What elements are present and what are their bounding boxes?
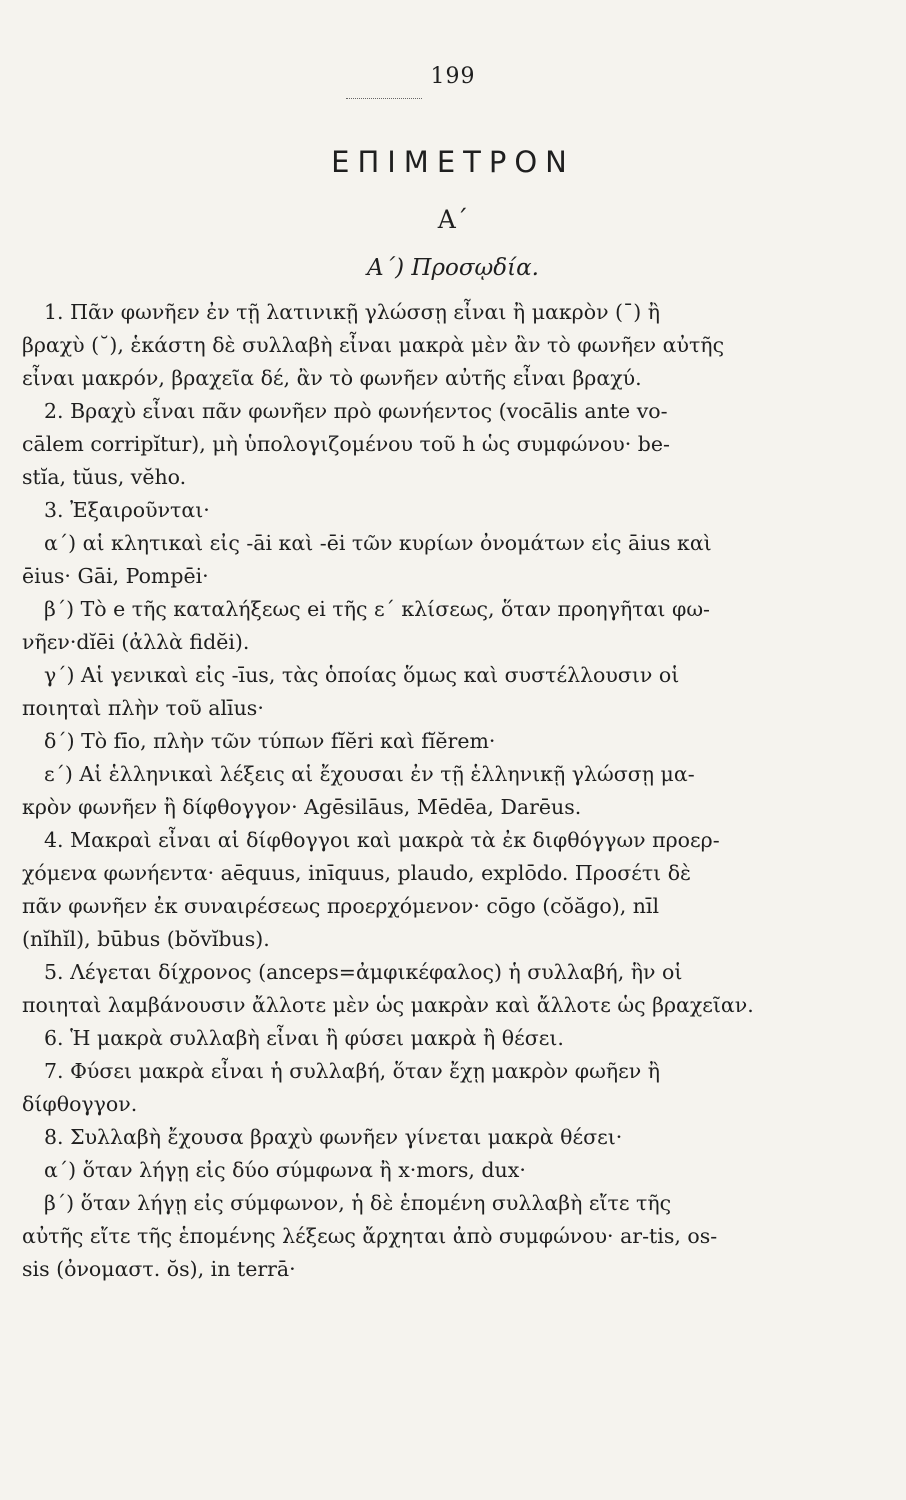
text-line: (nĭhĭl), būbus (bŏvĭbus). — [22, 927, 270, 951]
text-line: γ΄) Αἱ γενικαὶ εἰς -īus, τὰς ὁποίας ὅμως καὶ συστέλλουσιν οἱ — [44, 663, 680, 687]
text-line: αὐτῆς εἴτε τῆς ἑπομένης λέξεως ἄρχηται ἀπὸ συμφώνου· ar-tis, os- — [22, 1224, 718, 1248]
text-line: α΄) ὅταν λήγῃ εἰς δύο σύμφωνα ἢ x·mors, dux· — [44, 1158, 526, 1182]
text-line: δ΄) Τὸ fīo, πλὴν τῶν τύπων fĭĕri καὶ fĭĕrem· — [44, 729, 496, 753]
text-line: εἶναι μακρόν, βραχεῖα δέ, ἂν τὸ φωνῆεν αὐτῆς εἶναι βραχύ. — [22, 366, 642, 390]
text-line: 5. Λέγεται δίχρονος (anceps=ἀμφικέφαλος) ἡ συλλαβή, ἣν οἱ — [44, 960, 683, 984]
body-text — [22, 296, 884, 1286]
text-line: δίφθογγον. — [22, 1092, 138, 1116]
text-line: 7. Φύσει μακρὰ εἶναι ἡ συλλαβή, ὅταν ἔχῃ μακρὸν φωῆεν ἢ — [44, 1059, 660, 1083]
text-line: νῆεν·dĭēi (ἀλλὰ fidĕi). — [22, 630, 250, 654]
text-line: ποιηταὶ πλὴν τοῦ alīus· — [22, 696, 264, 720]
page-number: 199 — [430, 64, 476, 89]
text-line: βραχὺ (˘), ἑκάστη δὲ συλλαβὴ εἶναι μακρὰ μὲν ἂν τὸ φωνῆεν αὐτῆς — [22, 333, 725, 357]
chapter-title: ΕΠΙΜΕΤΡΟΝ — [331, 145, 575, 179]
text-line: β΄) Τὸ e τῆς καταλήξεως ei τῆς ε΄ κλίσεως, ὅταν προηγῆται φω- — [44, 597, 710, 621]
page-number-rule — [346, 98, 422, 99]
text-line: ε΄) Αἱ ἑλληνικαὶ λέξεις αἱ ἔχουσαι ἐν τῇ ἑλληνικῇ γλώσσῃ μα- — [44, 762, 695, 786]
text-line: 6. Ἡ μακρὰ συλλαβὴ εἶναι ἢ φύσει μακρὰ ἢ θέσει. — [44, 1026, 564, 1050]
text-line: πᾶν φωνῆεν ἐκ συναιρέσεως προερχόμενον· cōgo (cŏăgo), nīl — [22, 894, 660, 918]
text-line: χόμενα φωνήεντα· aēquus, inīquus, plaudo, explōdo. Προσέτι δὲ — [22, 861, 692, 885]
text-line: sis (ὀνομαστ. ŏs), in terrā· — [22, 1257, 296, 1281]
text-line: stĭa, tŭus, vĕho. — [22, 465, 187, 489]
section-title: Α΄) Προσῳδία. — [367, 255, 539, 281]
text-line: 4. Μακραὶ εἶναι αἱ δίφθογγοι καὶ μακρὰ τὰ ἐκ διφθόγγων προερ- — [44, 828, 720, 852]
text-line: 1. Πᾶν φωνῆεν ἐν τῇ λατινικῇ γλώσσῃ εἶναι ἢ μακρὸν (¯) ἢ — [44, 300, 661, 324]
text-line: β΄) ὅταν λήγῃ εἰς σύμφωνον, ἡ δὲ ἑπομένη συλλαβὴ εἴτε τῆς — [44, 1191, 672, 1215]
text-line: cālem corripĭtur), μὴ ὑπολογιζομένου τοῦ h ὡς συμφώνου· be- — [22, 432, 670, 456]
text-line: α΄) αἱ κλητικαὶ εἰς -āi καὶ -ēi τῶν κυρίων ὀνομάτων εἰς āius καὶ — [44, 531, 712, 555]
text-line: 2. Βραχὺ εἶναι πᾶν φωνῆεν πρὸ φωνήεντος (vocālis ante vo- — [44, 399, 668, 423]
chapter-subtitle: Α΄ — [437, 205, 469, 234]
text-line: 8. Συλλαβὴ ἔχουσα βραχὺ φωνῆεν γίνεται μακρὰ θέσει· — [44, 1125, 623, 1149]
text-line: κρὸν φωνῆεν ἢ δίφθογγον· Agēsilāus, Mēdēa, Darēus. — [22, 795, 582, 819]
text-line: 3. Ἐξαιροῦνται· — [44, 498, 210, 522]
text-line: ποιηταὶ λαμβάνουσιν ἄλλοτε μὲν ὡς μακρὰν καὶ ἄλλοτε ὡς βραχεῖαν. — [22, 993, 754, 1017]
text-line: ēius· Gāi, Pompēi· — [22, 564, 209, 588]
